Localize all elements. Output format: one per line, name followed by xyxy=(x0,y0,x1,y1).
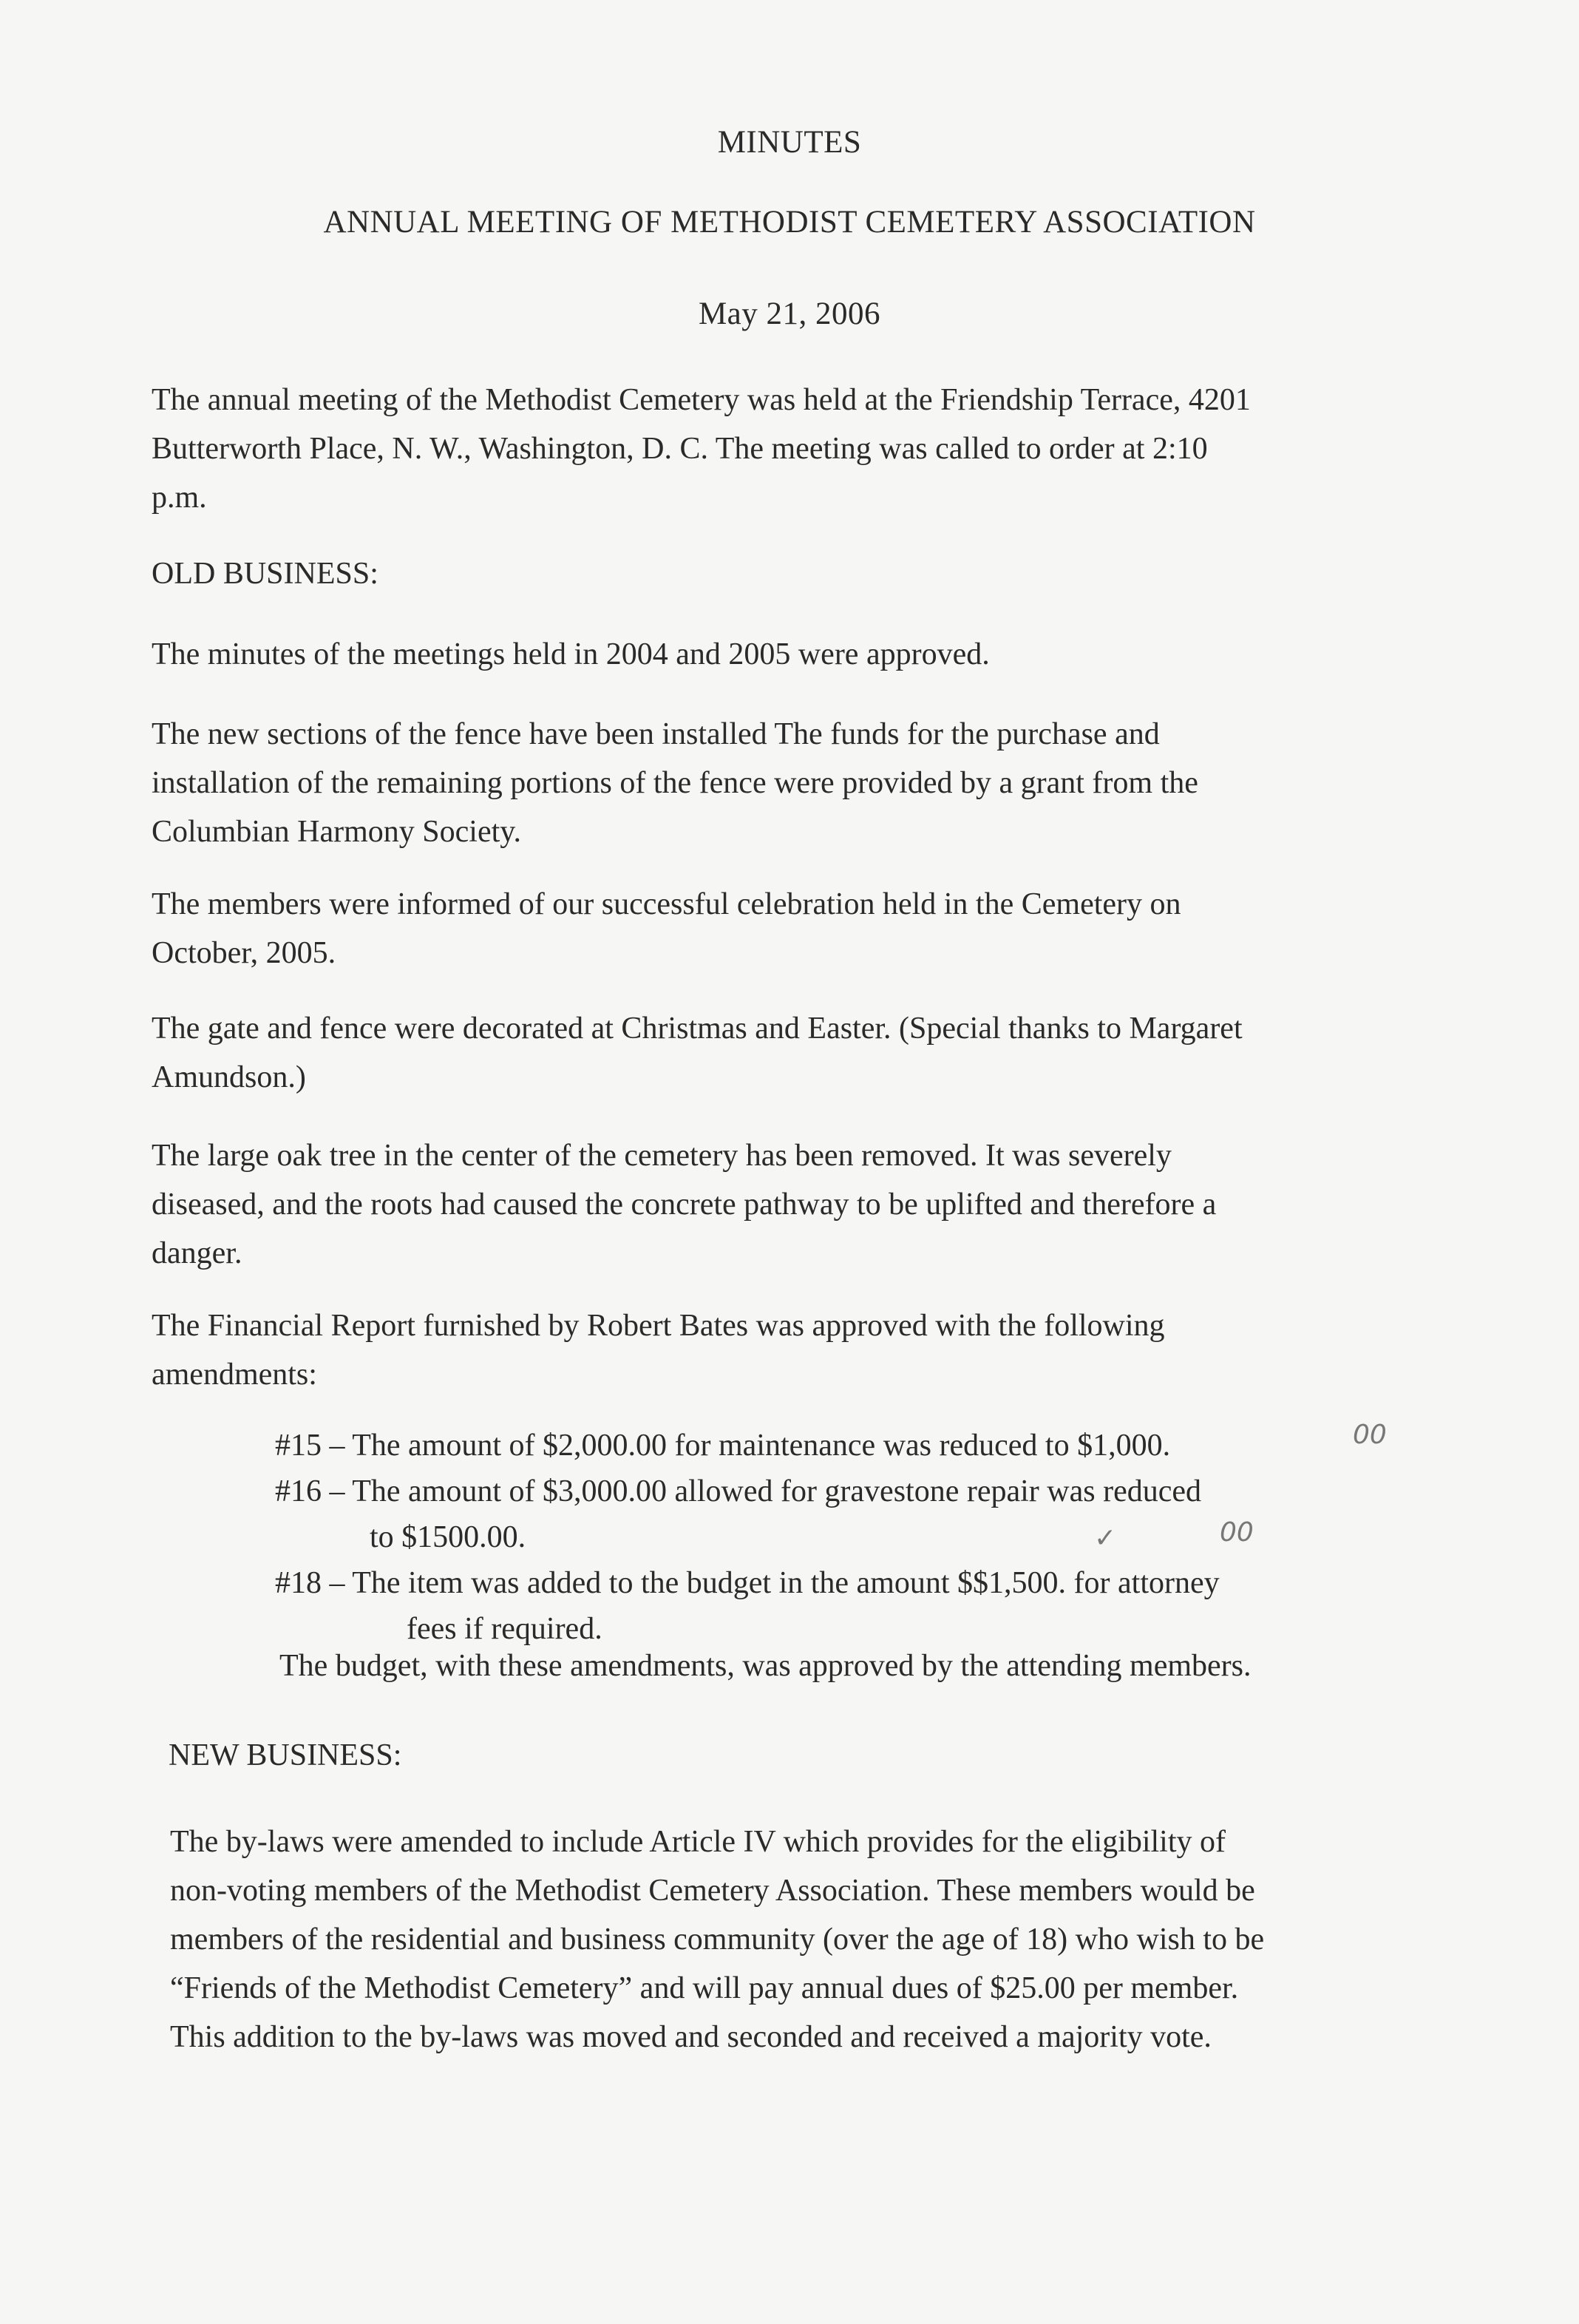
text-line: Amundson.) xyxy=(152,1060,306,1094)
text-line: amendments: xyxy=(152,1358,317,1392)
text-line: installation of the remaining portions of the fence were provided by a grant from the xyxy=(152,766,1198,800)
intro-paragraph xyxy=(152,376,1482,522)
text-line: The budget, with these amendments, was approved by the attending members. xyxy=(279,1649,1252,1683)
amendment-15: #15 – The amount of $2,000.00 for maintenance was reduced to $1,000. xyxy=(275,1429,1171,1463)
text-line: danger. xyxy=(152,1236,242,1270)
fence-paragraph xyxy=(152,710,1482,856)
text-line: The minutes of the meetings held in 2004 and 2005 were approved. xyxy=(152,637,990,671)
new-business-heading: NEW BUSINESS: xyxy=(169,1738,402,1772)
text-line: diseased, and the roots had caused the concrete pathway to be uplifted and therefore a xyxy=(152,1188,1217,1222)
text-line: “Friends of the Methodist Cemetery” and will pay annual dues of $25.00 per member. xyxy=(170,1971,1239,2005)
document-subtitle: ANNUAL MEETING OF METHODIST CEMETERY ASSOCIATION xyxy=(323,205,1256,240)
amendment-16-continued: to $1500.00. xyxy=(370,1520,526,1554)
amendment-18: #18 – The item was added to the budget in the amount $$1,500. for attorney xyxy=(275,1566,1220,1600)
bylaws-paragraph xyxy=(170,1817,1501,2062)
text-line: Columbian Harmony Society. xyxy=(152,815,522,849)
minutes-paragraph xyxy=(152,630,1482,679)
amendment-18-continued: fees if required. xyxy=(407,1612,602,1646)
text-line: p.m. xyxy=(152,481,207,515)
handwritten-check: ✓ xyxy=(1094,1523,1117,1554)
text-line: non-voting members of the Methodist Cemetery Association. These members would be xyxy=(170,1874,1255,1908)
old-business-heading: OLD BUSINESS: xyxy=(152,557,378,591)
text-line: The large oak tree in the center of the cemetery has been removed. It was severely xyxy=(152,1139,1172,1173)
amendment-16: #16 – The amount of $3,000.00 allowed for gravestone repair was reduced xyxy=(275,1474,1202,1508)
amendments-list xyxy=(275,1423,1220,1652)
text-line: The members were informed of our successful celebration held in the Cemetery on xyxy=(152,887,1181,921)
handwritten-mark-16: 00 xyxy=(1220,1517,1254,1548)
financial-paragraph xyxy=(152,1301,1482,1399)
decorations-paragraph xyxy=(152,1004,1482,1102)
budget-approved-line xyxy=(279,1643,1252,1689)
text-line: The by-laws were amended to include Article IV which provides for the eligibility of xyxy=(170,1825,1226,1859)
text-line: members of the residential and business community (over the age of 18) who wish to be xyxy=(170,1922,1265,1957)
handwritten-mark-15: 00 xyxy=(1353,1420,1387,1450)
text-line: The gate and fence were decorated at Christmas and Easter. (Special thanks to Margaret xyxy=(152,1012,1243,1046)
text-line: The new sections of the fence have been installed The funds for the purchase and xyxy=(152,717,1160,751)
celebration-paragraph xyxy=(152,880,1482,978)
text-line: The annual meeting of the Methodist Cemetery was held at the Friendship Terrace, 4201 xyxy=(152,383,1251,417)
meeting-date: May 21, 2006 xyxy=(698,297,881,331)
text-line: The Financial Report furnished by Robert Bates was approved with the following xyxy=(152,1309,1165,1343)
text-line: October, 2005. xyxy=(152,936,336,970)
document-title: MINUTES xyxy=(717,125,862,160)
text-line: Butterworth Place, N. W., Washington, D. C. The meeting was called to order at 2:10 xyxy=(152,432,1208,466)
oak-tree-paragraph xyxy=(152,1131,1482,1278)
text-line: This addition to the by-laws was moved and seconded and received a majority vote. xyxy=(170,2020,1212,2054)
